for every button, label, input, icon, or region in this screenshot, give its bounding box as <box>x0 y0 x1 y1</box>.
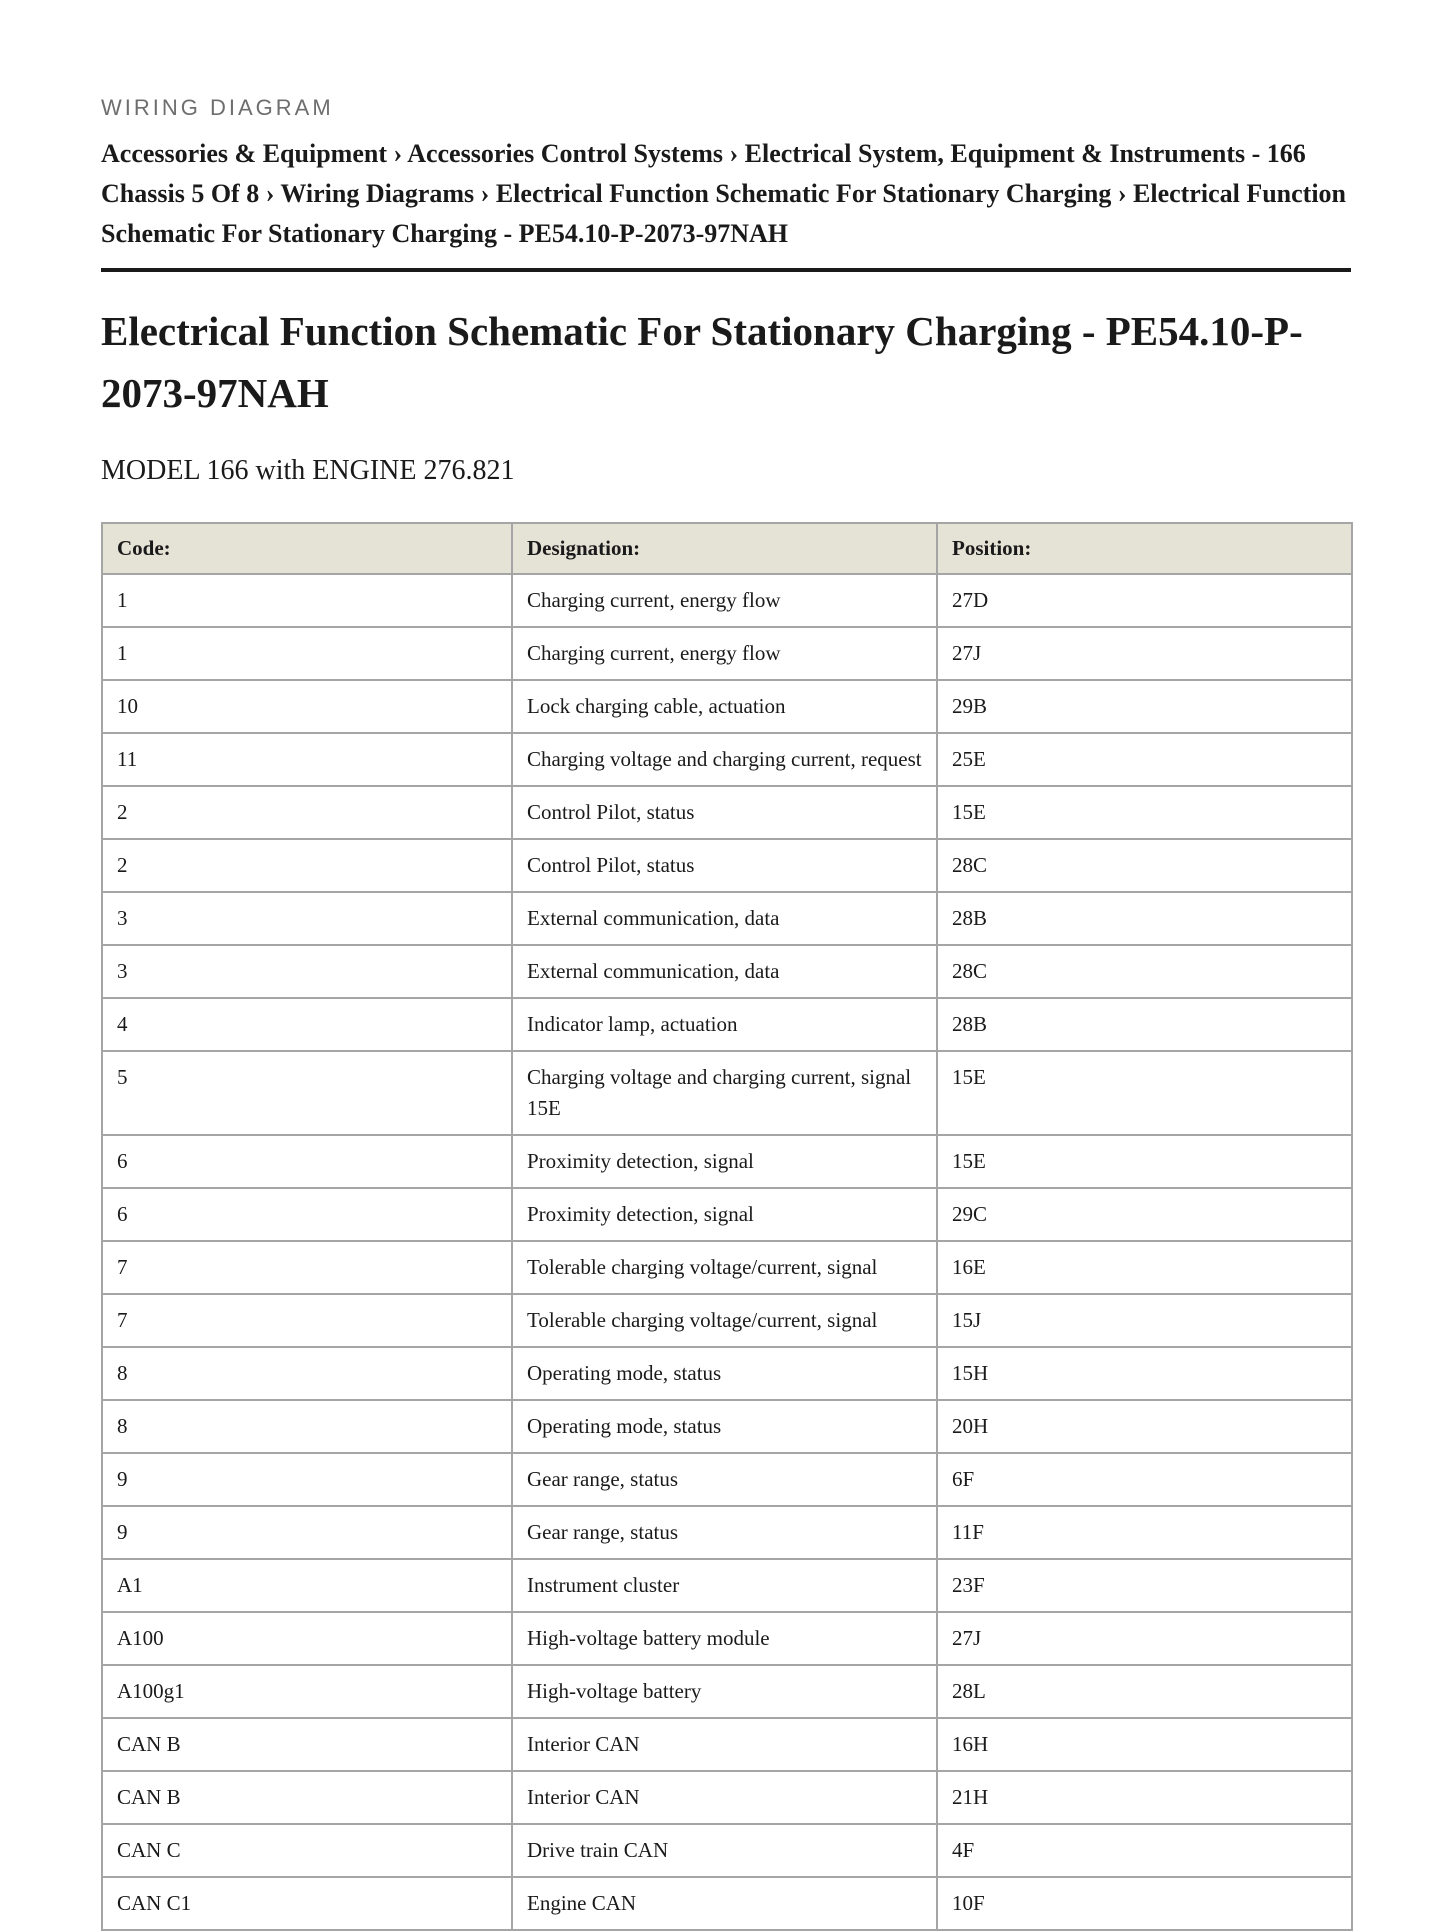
cell-code: 3 <box>102 945 512 998</box>
cell-code: CAN C <box>102 1824 512 1877</box>
cell-position: 20H <box>937 1400 1352 1453</box>
cell-position: 15E <box>937 1051 1352 1135</box>
cell-designation: Engine CAN <box>512 1877 937 1930</box>
cell-position: 23F <box>937 1559 1352 1612</box>
table-row <box>102 839 1352 892</box>
cell-designation: High-voltage battery <box>512 1665 937 1718</box>
cell-position: 28L <box>937 1665 1352 1718</box>
cell-position: 15E <box>937 1135 1352 1188</box>
cell-code: 10 <box>102 680 512 733</box>
cell-designation: Charging current, energy flow <box>512 574 937 627</box>
cell-designation: Instrument cluster <box>512 1559 937 1612</box>
table-row <box>102 998 1352 1051</box>
model-line: MODEL 166 with ENGINE 276.821 <box>101 455 515 486</box>
table-row <box>102 1188 1352 1241</box>
cell-code: A100 <box>102 1612 512 1665</box>
cell-designation: Gear range, status <box>512 1506 937 1559</box>
table-row <box>102 627 1352 680</box>
cell-designation: Charging current, energy flow <box>512 627 937 680</box>
cell-code: 6 <box>102 1135 512 1188</box>
cell-code: 1 <box>102 627 512 680</box>
cell-code: 9 <box>102 1453 512 1506</box>
cell-code: 4 <box>102 998 512 1051</box>
cell-position: 27J <box>937 1612 1352 1665</box>
cell-designation: Proximity detection, signal <box>512 1188 937 1241</box>
cell-position: 15H <box>937 1347 1352 1400</box>
cell-designation: Charging voltage and charging current, signal 15E <box>512 1051 937 1135</box>
breadcrumb: Accessories & Equipment › Accessories Control Systems › Electrical System, Equipment & Instruments - 166 Chassis 5 Of 8 › Wiring Diagrams › Electrical Function Schematic For Stationary Charging › Electrical Function Schematic For Stationary Charging - PE54.10-P-2073-97NAH <box>101 139 1347 248</box>
cell-position: 25E <box>937 733 1352 786</box>
table-row <box>102 1665 1352 1718</box>
cell-designation: Control Pilot, status <box>512 839 937 892</box>
cell-designation: Control Pilot, status <box>512 786 937 839</box>
cell-position: 27J <box>937 627 1352 680</box>
table-body <box>102 574 1352 1930</box>
table-row <box>102 1771 1352 1824</box>
column-header-position: Position: <box>937 523 1352 574</box>
cell-code: CAN C1 <box>102 1877 512 1930</box>
table-row <box>102 1877 1352 1930</box>
table-row <box>102 1612 1352 1665</box>
cell-position: 28C <box>937 839 1352 892</box>
cell-code: 5 <box>102 1051 512 1135</box>
cell-position: 28C <box>937 945 1352 998</box>
cell-position: 29B <box>937 680 1352 733</box>
cell-position: 15J <box>937 1294 1352 1347</box>
cell-designation: High-voltage battery module <box>512 1612 937 1665</box>
cell-designation: Gear range, status <box>512 1453 937 1506</box>
cell-code: 7 <box>102 1241 512 1294</box>
column-header-code: Code: <box>102 523 512 574</box>
cell-code: 3 <box>102 892 512 945</box>
cell-code: 7 <box>102 1294 512 1347</box>
cell-code: 2 <box>102 839 512 892</box>
cell-designation: Tolerable charging voltage/current, signal <box>512 1241 937 1294</box>
table-row <box>102 1241 1352 1294</box>
table-row <box>102 1135 1352 1188</box>
table-row <box>102 1347 1352 1400</box>
cell-code: 6 <box>102 1188 512 1241</box>
cell-designation: Lock charging cable, actuation <box>512 680 937 733</box>
table-row <box>102 1559 1352 1612</box>
cell-code: 8 <box>102 1347 512 1400</box>
cell-code: 9 <box>102 1506 512 1559</box>
table-row <box>102 1453 1352 1506</box>
cell-position: 15E <box>937 786 1352 839</box>
table-row <box>102 1824 1352 1877</box>
cell-designation: Proximity detection, signal <box>512 1135 937 1188</box>
table-row <box>102 1400 1352 1453</box>
cell-designation: External communication, data <box>512 892 937 945</box>
cell-position: 28B <box>937 998 1352 1051</box>
cell-position: 10F <box>937 1877 1352 1930</box>
cell-position: 21H <box>937 1771 1352 1824</box>
table-row <box>102 1506 1352 1559</box>
page-title: Electrical Function Schematic For Stationary Charging - PE54.10-P-2073-97NAH <box>101 308 1303 416</box>
table-row <box>102 1294 1352 1347</box>
cell-code: 1 <box>102 574 512 627</box>
cell-code: 11 <box>102 733 512 786</box>
cell-code: 2 <box>102 786 512 839</box>
cell-position: 11F <box>937 1506 1352 1559</box>
table-row <box>102 1718 1352 1771</box>
cell-designation: External communication, data <box>512 945 937 998</box>
cell-position: 6F <box>937 1453 1352 1506</box>
cell-designation: Operating mode, status <box>512 1347 937 1400</box>
table-header-row <box>102 523 1352 574</box>
cell-position: 27D <box>937 574 1352 627</box>
cell-designation: Operating mode, status <box>512 1400 937 1453</box>
section-label: WIRING DIAGRAM <box>101 95 334 120</box>
cell-designation: Indicator lamp, actuation <box>512 998 937 1051</box>
cell-code: CAN B <box>102 1771 512 1824</box>
cell-code: A100g1 <box>102 1665 512 1718</box>
table-row <box>102 786 1352 839</box>
table-row <box>102 945 1352 998</box>
table-row <box>102 680 1352 733</box>
column-header-designation: Designation: <box>512 523 937 574</box>
table-row <box>102 574 1352 627</box>
cell-code: CAN B <box>102 1718 512 1771</box>
cell-position: 28B <box>937 892 1352 945</box>
legend-table <box>101 522 1353 1931</box>
table-row <box>102 733 1352 786</box>
cell-designation: Interior CAN <box>512 1771 937 1824</box>
cell-designation: Interior CAN <box>512 1718 937 1771</box>
cell-position: 16H <box>937 1718 1352 1771</box>
cell-position: 29C <box>937 1188 1352 1241</box>
table-row <box>102 892 1352 945</box>
cell-position: 4F <box>937 1824 1352 1877</box>
cell-code: 8 <box>102 1400 512 1453</box>
cell-code: A1 <box>102 1559 512 1612</box>
table-row <box>102 1051 1352 1135</box>
cell-designation: Tolerable charging voltage/current, signal <box>512 1294 937 1347</box>
header-divider <box>101 268 1351 272</box>
cell-designation: Charging voltage and charging current, request <box>512 733 937 786</box>
cell-designation: Drive train CAN <box>512 1824 937 1877</box>
cell-position: 16E <box>937 1241 1352 1294</box>
